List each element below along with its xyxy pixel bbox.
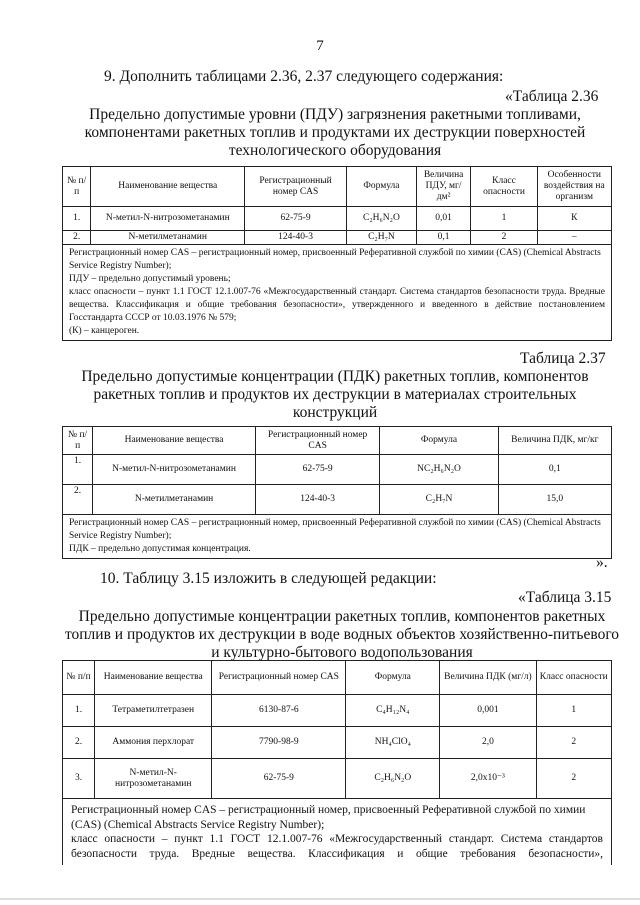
table-header-cell: Формула xyxy=(347,167,417,207)
note-line: (К) – канцероген. xyxy=(69,326,140,336)
table-2-36 xyxy=(62,166,612,341)
table-notes xyxy=(63,245,612,341)
table-header-cell: № п/п xyxy=(63,661,95,695)
table-header-cell: № п/п xyxy=(63,167,91,207)
table-cell: 0,1 xyxy=(498,455,611,485)
table-cell: 1 xyxy=(536,695,612,727)
table-cell: – xyxy=(537,231,611,245)
table-cell: N-метилметанамин xyxy=(91,231,245,245)
table-cell: 1. xyxy=(63,455,93,485)
table-header-cell: Класс опасности xyxy=(536,661,612,695)
table-cell: N-метил-N-нитрозометанамин xyxy=(95,759,212,799)
table-cell: 124-40-3 xyxy=(255,485,380,515)
table-cell: 6130-87-6 xyxy=(212,695,346,727)
table-row xyxy=(63,231,612,245)
table-cell: NH₄ClO₄ xyxy=(346,727,440,759)
table-cell: 2 xyxy=(471,231,537,245)
table-cell: 2 xyxy=(536,727,612,759)
scan-edge-divider xyxy=(0,898,640,900)
table-header-cell: Наименование вещества xyxy=(91,167,245,207)
table-header-cell: Формула xyxy=(380,427,498,455)
table-header-cell: Регистрационный номер CAS xyxy=(245,167,347,207)
table-cell: 2,0 xyxy=(440,727,536,759)
table-cell: 62-75-9 xyxy=(255,455,380,485)
table-cell: 0,01 xyxy=(416,207,471,231)
table-cell: 15,0 xyxy=(498,485,611,515)
note-line: класс опасности – пункт 1.1 ГОСТ 12.1.007-76 «Межгосударственный стандарт. Система стандартов безопасности труда. Вредные вещества. Классификация и общие требования безопасности», утвержденного и введенного в действие постановлением Госстандарта СССР от 10.03.1976 № 579; xyxy=(69,287,605,323)
table-cell: 2 xyxy=(536,759,612,799)
note-line: ПДК – предельно допустимая концентрация. xyxy=(69,544,251,554)
note-line: Регистрационный номер CAS – регистрационный номер, присвоенный Реферативной службой по химии (CAS) (Chemical Abstracts Service Registry Number); xyxy=(69,248,601,271)
table-cell: 0,001 xyxy=(440,695,536,727)
table-cell: C₂H₇N xyxy=(347,231,417,245)
table-cell: 62-75-9 xyxy=(212,759,346,799)
table-header-cell: Величина ПДК, мг/кг xyxy=(498,427,611,455)
table-header-cell: № п/п xyxy=(63,427,93,455)
table-2-37 xyxy=(62,426,612,559)
table-cell: 1. xyxy=(63,695,95,727)
table-header-cell: Регистрационный номер CAS xyxy=(255,427,380,455)
table-cell: C₂H₆N₂O xyxy=(347,207,417,231)
table-cell: Тетраметилтетразен xyxy=(95,695,212,727)
table-cell: 62-75-9 xyxy=(245,207,347,231)
table-cell: Аммония перхлорат xyxy=(95,727,212,759)
note-line: класс опасности – пункт 1.1 ГОСТ 12.1.007-76 «Межгосударственный стандарт. Система стандартов безопасности труда. Вредные вещества. Классификация и общие требования безопасности», xyxy=(71,833,603,860)
table-2-36-title: Предельно допустимые уровни (ПДУ) загрязнения ракетными топливами, компонентами ракетных топлив и продуктами их деструкции поверхностей технологического оборудования xyxy=(84,106,586,159)
table-notes xyxy=(63,515,612,559)
table-cell: 0,1 xyxy=(416,231,471,245)
table-header-cell: Величина ПДК (мг/л) xyxy=(440,661,536,695)
table-row xyxy=(63,727,612,759)
table-cell: NC₂H₆N₂O xyxy=(380,455,498,485)
table-cell: 2. xyxy=(63,231,91,245)
table-row xyxy=(63,207,612,231)
table-2-37-closing: ». xyxy=(596,554,608,571)
table-cell: 2. xyxy=(63,485,93,515)
page-number: 7 xyxy=(316,38,324,54)
table-cell: 1 xyxy=(471,207,537,231)
table-3-15 xyxy=(62,660,612,865)
table-row xyxy=(63,759,612,799)
table-cell: 2,0x10⁻³ xyxy=(440,759,536,799)
table-3-15-label: «Таблица 3.15 xyxy=(518,589,612,606)
item-9-text: 9. Дополнить таблицами 2.36, 2.37 следующего содержания: xyxy=(104,68,504,85)
table-cell: 3. xyxy=(63,759,95,799)
table-cell: 124-40-3 xyxy=(245,231,347,245)
table-2-37-label: Таблица 2.37 xyxy=(520,350,606,367)
table-cell: C₄H₁₂N₄ xyxy=(346,695,440,727)
table-header-cell: Регистрационный номер CAS xyxy=(212,661,346,695)
item-10-text: 10. Таблицу 3.15 изложить в следующей редакции: xyxy=(100,570,437,587)
table-cell: К xyxy=(537,207,611,231)
table-header-cell: Формула xyxy=(346,661,440,695)
note-line: Регистрационный номер CAS – регистрационный номер, присвоенный Реферативной службой по химии (CAS) (Chemical Abstracts Service Registry Number); xyxy=(71,804,586,831)
table-header-cell: Наименование вещества xyxy=(93,427,256,455)
note-line: Регистрационный номер CAS – регистрационный номер, присвоенный Реферативной службой по химии (CAS) (Chemical Abstracts Service Registry Number); xyxy=(69,518,601,541)
table-cell: N-метилметанамин xyxy=(93,485,256,515)
table-header-cell: Класс опасности xyxy=(471,167,537,207)
table-row xyxy=(63,455,612,485)
table-notes xyxy=(63,799,612,866)
table-header-cell: Наименование вещества xyxy=(95,661,212,695)
note-line: ПДУ – предельно допустимый уровень; xyxy=(69,274,231,284)
table-header-cell: Особенности воздействия на организм xyxy=(537,167,611,207)
table-cell: 2. xyxy=(63,727,95,759)
table-cell: 7790-98-9 xyxy=(212,727,346,759)
table-cell: N-метил-N-нитрозометанамин xyxy=(93,455,256,485)
table-cell: C₂H₆N₂O xyxy=(346,759,440,799)
table-2-37-title: Предельно допустимые концентрации (ПДК) ракетных топлив, компонентов ракетных топлив и продуктов их деструкции в материалах строительных конструкций xyxy=(81,368,589,421)
table-row xyxy=(63,695,612,727)
table-cell: C₂H₇N xyxy=(380,485,498,515)
table-cell: 1. xyxy=(63,207,91,231)
table-2-36-label: «Таблица 2.36 xyxy=(505,88,599,105)
table-3-15-title: Предельно допустимые концентрации ракетных топлив, компонентов ракетных топлив и продуктов их деструкции в воде водных объектов хозяйственно-питьевого и культурно-бытового водопользования xyxy=(64,608,620,661)
table-row xyxy=(63,485,612,515)
table-cell: N-метил-N-нитрозометанамин xyxy=(91,207,245,231)
table-header-cell: Величина ПДУ, мг/дм² xyxy=(416,167,471,207)
